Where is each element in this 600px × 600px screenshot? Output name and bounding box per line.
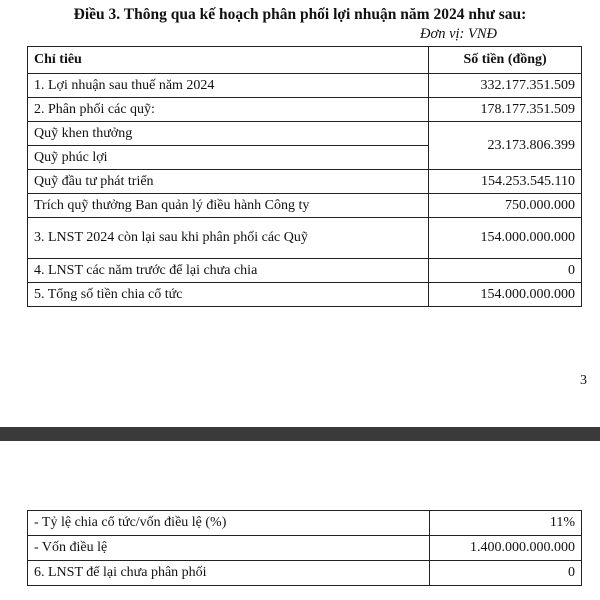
row-value-merged: 23.173.806.399	[429, 122, 582, 170]
profit-distribution-table	[27, 46, 582, 307]
table-row	[28, 74, 582, 98]
table-row	[28, 536, 582, 561]
row-label: Trích quỹ thưởng Ban quản lý điều hành Công ty	[28, 194, 429, 218]
page-number: 3	[580, 373, 587, 388]
table-row	[28, 218, 582, 259]
header-amount: Số tiền (đồng)	[429, 47, 582, 74]
table-row	[28, 283, 582, 307]
table-row	[28, 511, 582, 536]
row-label: Quỹ đầu tư phát triển	[28, 170, 429, 194]
page-separator	[0, 427, 600, 441]
row-label: 6. LNST để lại chưa phân phối	[28, 561, 430, 586]
row-value: 0	[429, 259, 582, 283]
row-label: 4. LNST các năm trước để lại chưa chia	[28, 259, 429, 283]
table-row	[28, 259, 582, 283]
row-label: 2. Phân phối các quỹ:	[28, 98, 429, 122]
row-label: 1. Lợi nhuận sau thuế năm 2024	[28, 74, 429, 98]
table-row	[28, 98, 582, 122]
row-label: Quỹ khen thưởng	[28, 122, 429, 146]
table-row	[28, 561, 582, 586]
row-value: 178.177.351.509	[429, 98, 582, 122]
row-value: 154.000.000.000	[429, 218, 582, 259]
row-label: - Vốn điều lệ	[28, 536, 430, 561]
article-title: Điều 3. Thông qua kế hoạch phân phối lợi nhuận năm 2024 như sau:	[73, 6, 527, 23]
row-label: Quỹ phúc lợi	[28, 146, 429, 170]
row-value: 1.400.000.000.000	[429, 536, 581, 561]
table-row	[28, 170, 582, 194]
row-value: 332.177.351.509	[429, 74, 582, 98]
table-row	[28, 194, 582, 218]
currency-unit: Đơn vị: VNĐ	[420, 26, 498, 42]
row-value: 154.253.545.110	[429, 170, 582, 194]
header-criteria: Chỉ tiêu	[28, 47, 429, 74]
truncated-text-line	[60, 592, 600, 600]
table-header-row	[28, 47, 582, 74]
row-value: 750.000.000	[429, 194, 582, 218]
row-value: 154.000.000.000	[429, 283, 582, 307]
row-label: 5. Tổng số tiền chia cổ tức	[28, 283, 429, 307]
dividend-table	[27, 510, 582, 586]
row-value: 11%	[429, 511, 581, 536]
row-value: 0	[429, 561, 581, 586]
row-label: - Tỷ lệ chia cổ tức/vốn điều lệ (%)	[28, 511, 430, 536]
row-label: 3. LNST 2024 còn lại sau khi phân phối các Quỹ	[28, 218, 429, 259]
table-row	[28, 122, 582, 146]
